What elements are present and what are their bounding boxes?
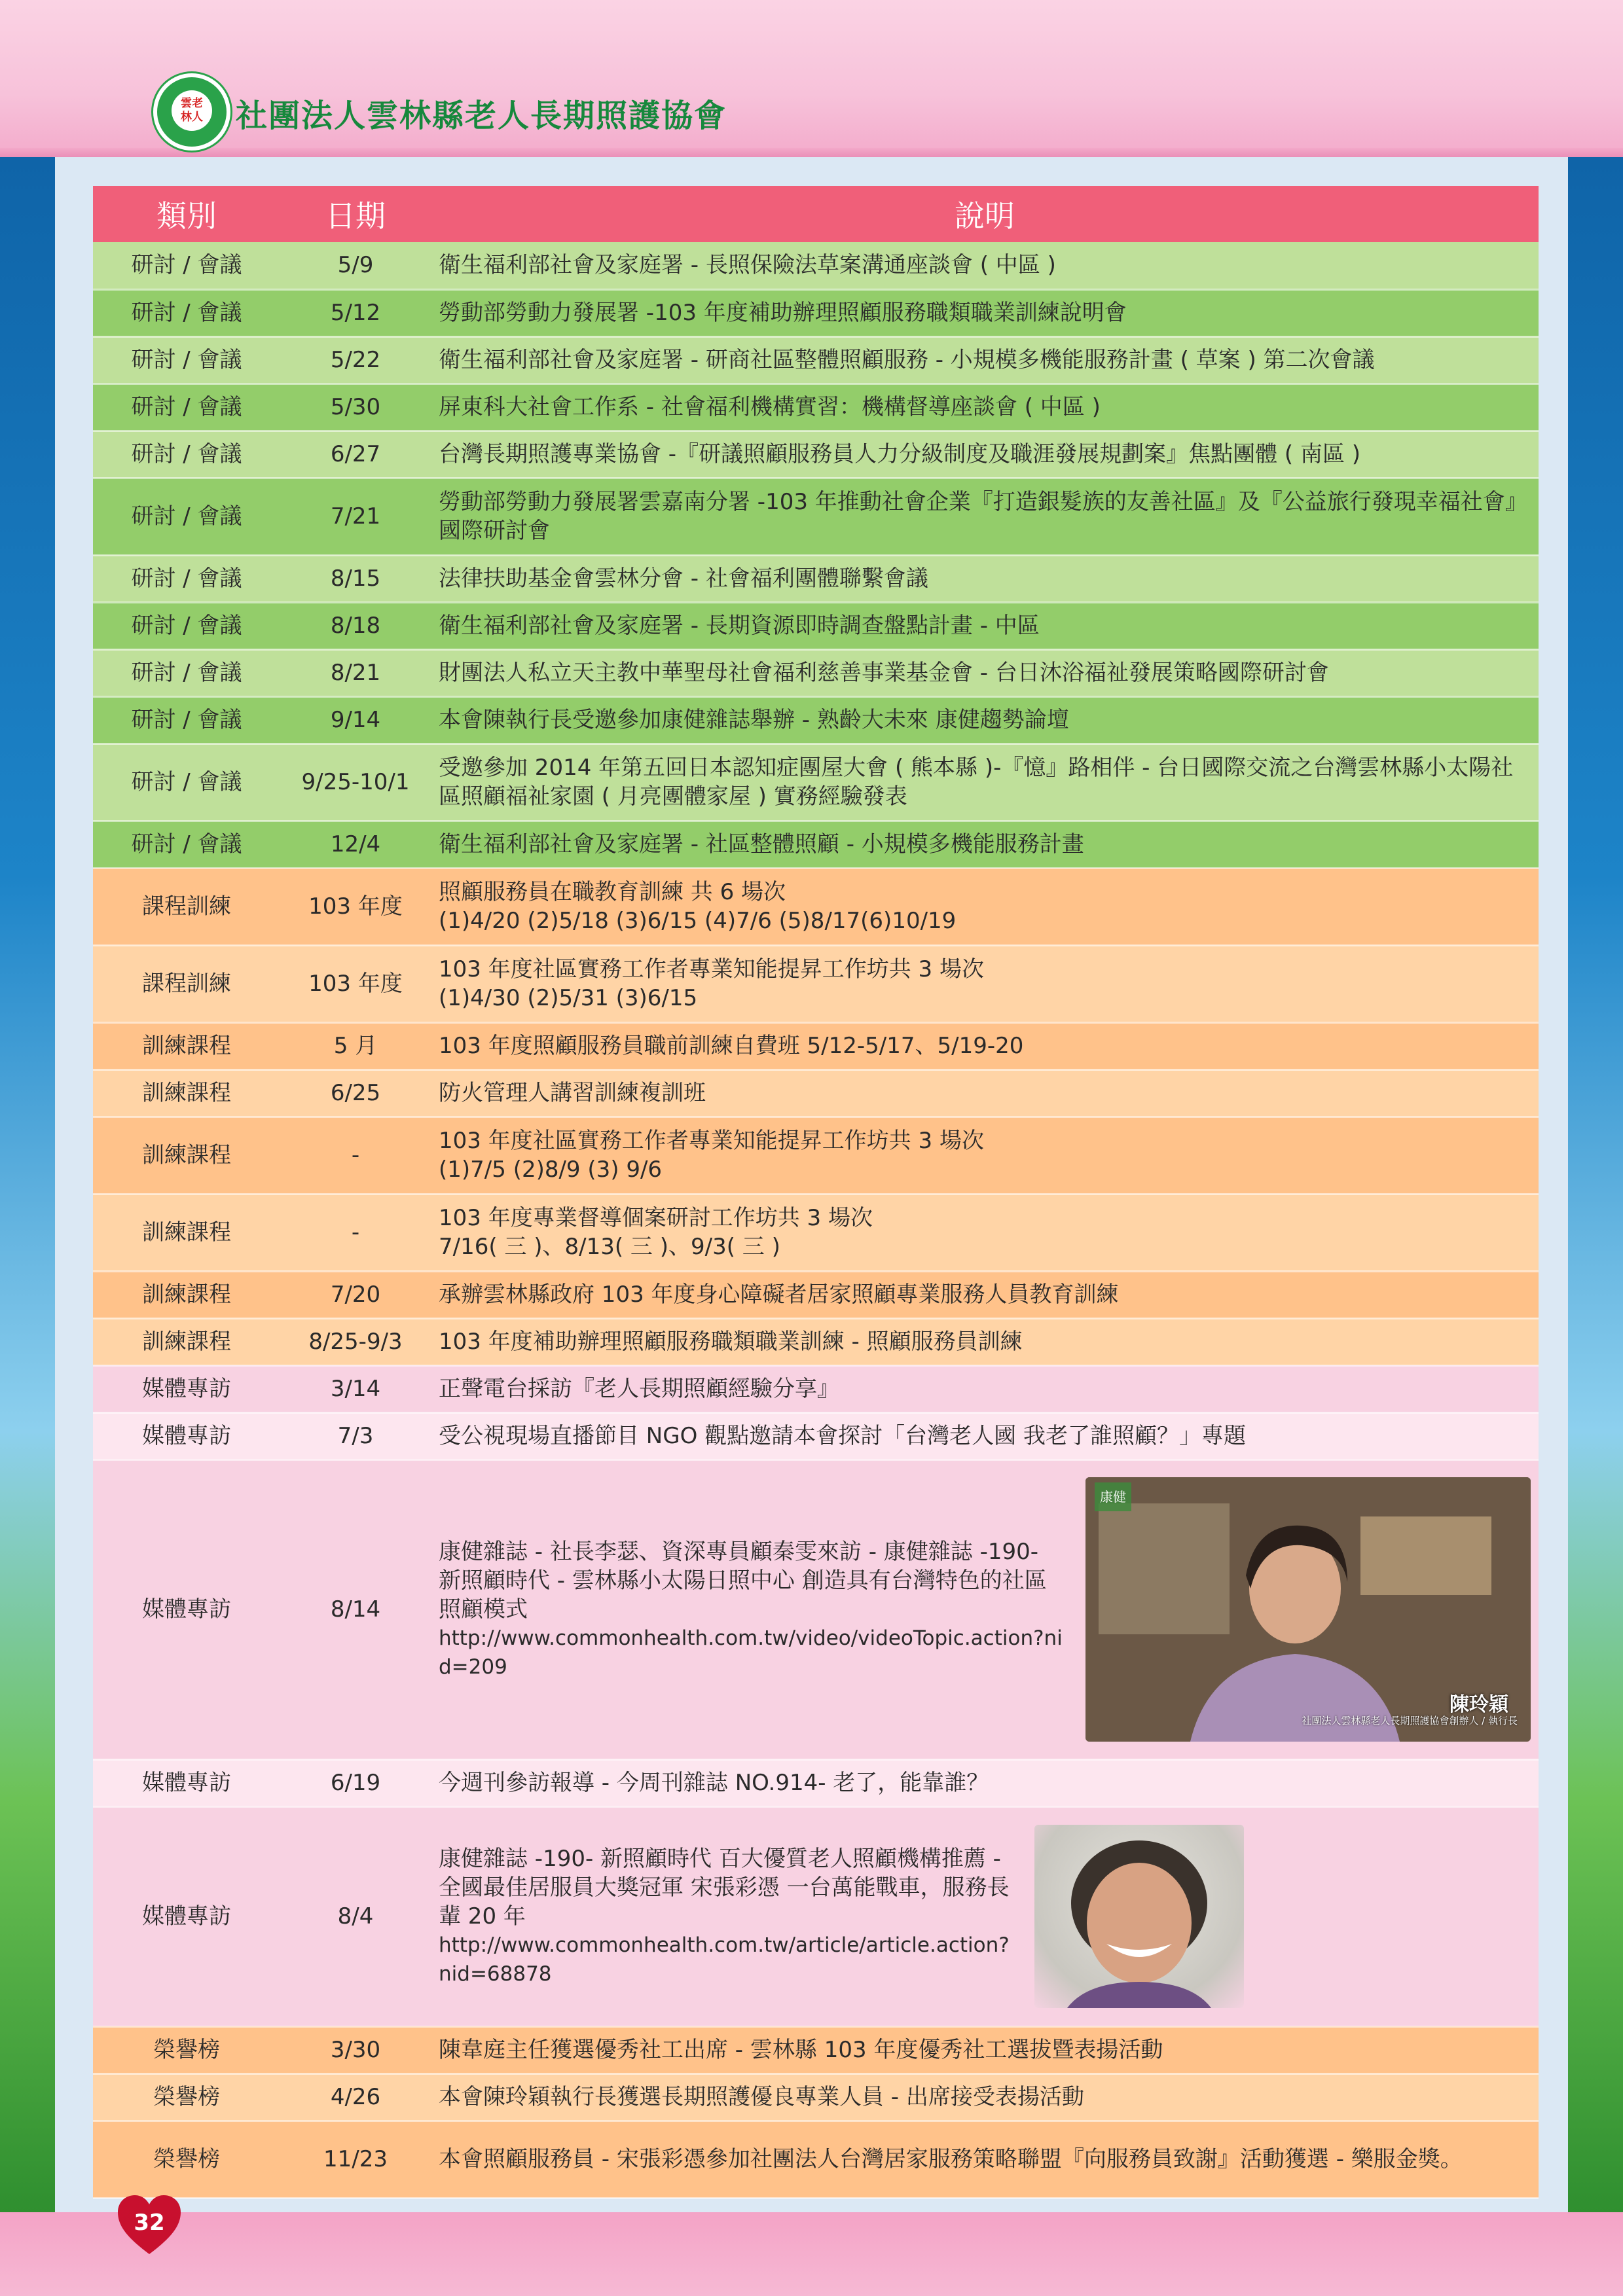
table-row [93, 1806, 1539, 2026]
row-description: 防火管理人講習訓練複訓班 [431, 1069, 1539, 1117]
row-description: 受公視現場直播節目 NGO 觀點邀請本會探討「台灣老人國 我老了誰照顧？」專題 [431, 1412, 1539, 1460]
row-description-line1: 照顧服務員在職教育訓練 共 6 場次 [439, 879, 786, 905]
row-description: 法律扶助基金會雲林分會 - 社會福利團體聯繫會議 [431, 555, 1539, 602]
row-date: 9/14 [280, 696, 431, 744]
table-row [93, 744, 1539, 821]
row-description: 勞動部勞動力發展署 -103 年度補助辦理照顧服務職類職業訓練說明會 [431, 289, 1539, 336]
row-category: 研討 / 會議 [93, 696, 280, 744]
row-date: 4/26 [280, 2073, 431, 2121]
table-row [93, 384, 1539, 431]
organization-title: 社團法人雲林縣老人長期照護協會 [236, 98, 727, 134]
row-description-line1: 103 年度專業督導個案研討工作坊共 3 場次 [439, 1205, 873, 1231]
table-row [93, 1271, 1539, 1318]
row-description: 勞動部勞動力發展署雲嘉南分署 -103 年推動社會企業『打造銀髮族的友善社區』及『公益旅行發現幸福社會』國際研討會 [431, 478, 1539, 555]
row-date: 7/21 [280, 478, 431, 555]
table-row [93, 1117, 1539, 1194]
row-category: 研討 / 會議 [93, 744, 280, 821]
portrait-icon [1034, 1825, 1244, 2008]
table-header-row [93, 186, 1539, 242]
row-category: 研討 / 會議 [93, 336, 280, 384]
row-description-line1: 103 年度社區實務工作者專業知能提昇工作坊共 3 場次 [439, 956, 984, 982]
row-description: 正聲電台採訪『老人長期照顧經驗分享』 [431, 1365, 1539, 1412]
caregiver-portrait-photo [1034, 1825, 1244, 2008]
row-date: 103 年度 [280, 945, 431, 1022]
row-category: 研討 / 會議 [93, 602, 280, 649]
table-row [93, 336, 1539, 384]
table-row [93, 1460, 1539, 1759]
row-category: 媒體專訪 [93, 1759, 280, 1806]
row-description: 103 年度照顧服務員職前訓練自費班 5/12-5/17、5/19-20 [431, 1022, 1539, 1069]
table-row [93, 2026, 1539, 2073]
row-category: 課程訓練 [93, 945, 280, 1022]
row-description: 本會陳玲穎執行長獲選長期照護優良專業人員 - 出席接受表揚活動 [431, 2073, 1539, 2121]
row-date: 5/12 [280, 289, 431, 336]
row-description: 衛生福利部社會及家庭署 - 研商社區整體照顧服務 - 小規模多機能服務計畫 ( 草案 ) 第二次會議 [431, 336, 1539, 384]
interview-video-photo [1085, 1477, 1531, 1742]
row-category: 研討 / 會議 [93, 384, 280, 431]
row-date: - [280, 1194, 431, 1271]
row-date: 8/18 [280, 602, 431, 649]
row-category: 研討 / 會議 [93, 555, 280, 602]
page-number-badge [117, 2194, 182, 2257]
table-row [93, 1069, 1539, 1117]
table-row [93, 1318, 1539, 1365]
row-category: 訓練課程 [93, 1271, 280, 1318]
table-row [93, 2073, 1539, 2121]
tv-channel-logo: 康健 [1095, 1482, 1131, 1511]
media-entry [439, 1825, 1531, 2008]
row-date: 103 年度 [280, 868, 431, 945]
row-date: 6/25 [280, 1069, 431, 1117]
row-date: 3/30 [280, 2026, 431, 2073]
row-category: 訓練課程 [93, 1318, 280, 1365]
table-row [93, 696, 1539, 744]
row-date: 8/14 [280, 1460, 431, 1759]
table-row [93, 2121, 1539, 2198]
article-link[interactable]: http://www.commonhealth.com.tw/video/videoTopic.action?nid=209 [439, 1626, 1063, 1679]
row-description: 今週刊參訪報導 - 今周刊雜誌 NO.914- 老了，能靠誰？ [431, 1759, 1539, 1806]
table-row [93, 289, 1539, 336]
media-entry [439, 1477, 1531, 1742]
row-category: 研討 / 會議 [93, 289, 280, 336]
row-category: 課程訓練 [93, 868, 280, 945]
row-description [431, 1194, 1539, 1271]
row-description: 衛生福利部社會及家庭署 - 長照保險法草案溝通座談會 ( 中區 ) [431, 242, 1539, 289]
row-description: 陳韋庭主任獲選優秀社工出席 - 雲林縣 103 年度優秀社工選拔暨表揚活動 [431, 2026, 1539, 2073]
table-row [93, 431, 1539, 478]
row-description-line2: 7/16( 三 )、8/13( 三 )、9/3( 三 ) [439, 1234, 780, 1260]
table-row [93, 242, 1539, 289]
row-date: 12/4 [280, 821, 431, 868]
logo-text: 雲老 林人 [181, 97, 203, 124]
row-description: 屏東科大社會工作系 - 社會福利機構實習：機構督導座談會 ( 中區 ) [431, 384, 1539, 431]
row-category: 訓練課程 [93, 1022, 280, 1069]
row-description: 本會陳執行長受邀參加康健雜誌舉辦 - 熟齡大未來 康健趨勢論壇 [431, 696, 1539, 744]
row-description: 台灣長期照護專業協會 -『研議照顧服務員人力分級制度及職涯發展規劃案』焦點團體 ( 南區 ) [431, 431, 1539, 478]
row-category: 榮譽榜 [93, 2073, 280, 2121]
photo-caption-title: 社團法人雲林縣老人長期照護協會創辦人 / 執行長 [1302, 1715, 1518, 1727]
row-description-text: 康健雜誌 -190- 新照顧時代 百大優質老人照顧機構推薦 - 全國最佳居服員大獎冠軍 宋張彩憑 一台萬能戰車，服務長輩 20 年 [439, 1846, 1010, 1929]
row-description [431, 868, 1539, 945]
row-date: 6/19 [280, 1759, 431, 1806]
row-date: 5/9 [280, 242, 431, 289]
row-date: 6/27 [280, 431, 431, 478]
row-category: 訓練課程 [93, 1117, 280, 1194]
table-row [93, 1759, 1539, 1806]
row-date: 8/21 [280, 649, 431, 696]
row-date: 8/25-9/3 [280, 1318, 431, 1365]
page-number: 32 [134, 2210, 165, 2236]
row-category: 研討 / 會議 [93, 431, 280, 478]
row-description: 受邀參加 2014 年第五回日本認知症團屋大會 ( 熊本縣 )-『憶』路相伴 - 台日國際交流之台灣雲林縣小太陽社區照顧福祉家園 ( 月亮團體家屋 ) 實務經驗發表 [431, 744, 1539, 821]
row-description-line2: (1)7/5 (2)8/9 (3) 9/6 [439, 1157, 663, 1183]
table-row [93, 1365, 1539, 1412]
table-row [93, 1022, 1539, 1069]
table-row [93, 1194, 1539, 1271]
row-description-line1: 103 年度社區實務工作者專業知能提昇工作坊共 3 場次 [439, 1128, 984, 1154]
row-description [431, 1460, 1539, 1759]
row-date: 11/23 [280, 2121, 431, 2198]
row-date: 9/25-10/1 [280, 744, 431, 821]
article-link[interactable]: http://www.commonhealth.com.tw/article/article.action?nid=68878 [439, 1933, 1010, 1986]
row-description-line2: (1)4/30 (2)5/31 (3)6/15 [439, 985, 698, 1011]
row-date: 5/30 [280, 384, 431, 431]
row-date: 3/14 [280, 1365, 431, 1412]
row-category: 榮譽榜 [93, 2121, 280, 2198]
row-category: 研討 / 會議 [93, 821, 280, 868]
row-description: 衛生福利部社會及家庭署 - 長期資源即時調查盤點計畫 - 中區 [431, 602, 1539, 649]
row-category: 研討 / 會議 [93, 649, 280, 696]
row-category: 媒體專訪 [93, 1365, 280, 1412]
column-header-description: 說明 [431, 186, 1539, 242]
row-description: 103 年度補助辦理照顧服務職類職業訓練 - 照顧服務員訓練 [431, 1318, 1539, 1365]
row-description: 承辦雲林縣政府 103 年度身心障礙者居家照顧專業服務人員教育訓練 [431, 1271, 1539, 1318]
column-header-date: 日期 [280, 186, 431, 242]
row-description: 衛生福利部社會及家庭署 - 社區整體照顧 - 小規模多機能服務計畫 [431, 821, 1539, 868]
row-category: 訓練課程 [93, 1194, 280, 1271]
activity-table [93, 186, 1539, 2199]
row-date: 8/15 [280, 555, 431, 602]
media-text [439, 1537, 1066, 1681]
row-date: 5 月 [280, 1022, 431, 1069]
row-description [431, 1806, 1539, 2026]
photo-caption-name: 陳玲穎 [1450, 1693, 1508, 1716]
row-category: 訓練課程 [93, 1069, 280, 1117]
logo-emblem-icon [172, 90, 212, 131]
row-category: 媒體專訪 [93, 1412, 280, 1460]
table-row [93, 945, 1539, 1022]
row-description [431, 945, 1539, 1022]
row-date: 8/4 [280, 1806, 431, 2026]
left-decorative-border [0, 157, 55, 2212]
row-description [431, 1117, 1539, 1194]
table-row [93, 821, 1539, 868]
row-date: 7/3 [280, 1412, 431, 1460]
row-description: 本會照顧服務員 - 宋張彩憑參加社團法人台灣居家服務策略聯盟『向服務員致謝』活動獲選 - 樂服金獎。 [431, 2121, 1539, 2198]
table-row [93, 555, 1539, 602]
footer-band [0, 2212, 1623, 2296]
association-logo [153, 73, 230, 151]
table-row [93, 1412, 1539, 1460]
row-date: 5/22 [280, 336, 431, 384]
row-description-line2: (1)4/20 (2)5/18 (3)6/15 (4)7/6 (5)8/17(6)10/19 [439, 908, 957, 934]
column-header-category: 類別 [93, 186, 280, 242]
row-description: 財團法人私立天主教中華聖母社會福利慈善事業基金會 - 台日沐浴福祉發展策略國際研討會 [431, 649, 1539, 696]
table-row [93, 602, 1539, 649]
row-category: 研討 / 會議 [93, 242, 280, 289]
row-category: 媒體專訪 [93, 1460, 280, 1759]
row-description-text: 康健雜誌 - 社長李瑟、資深專員顧秦雯來訪 - 康健雜誌 -190- 新照顧時代 - 雲林縣小太陽日照中心 創造具有台灣特色的社區照顧模式 [439, 1539, 1047, 1623]
table-row [93, 868, 1539, 945]
table-row [93, 478, 1539, 555]
row-date: 7/20 [280, 1271, 431, 1318]
media-text [439, 1844, 1015, 1988]
right-decorative-border [1568, 157, 1623, 2212]
row-category: 媒體專訪 [93, 1806, 280, 2026]
row-date: - [280, 1117, 431, 1194]
row-category: 榮譽榜 [93, 2026, 280, 2073]
table-row [93, 649, 1539, 696]
row-category: 研討 / 會議 [93, 478, 280, 555]
